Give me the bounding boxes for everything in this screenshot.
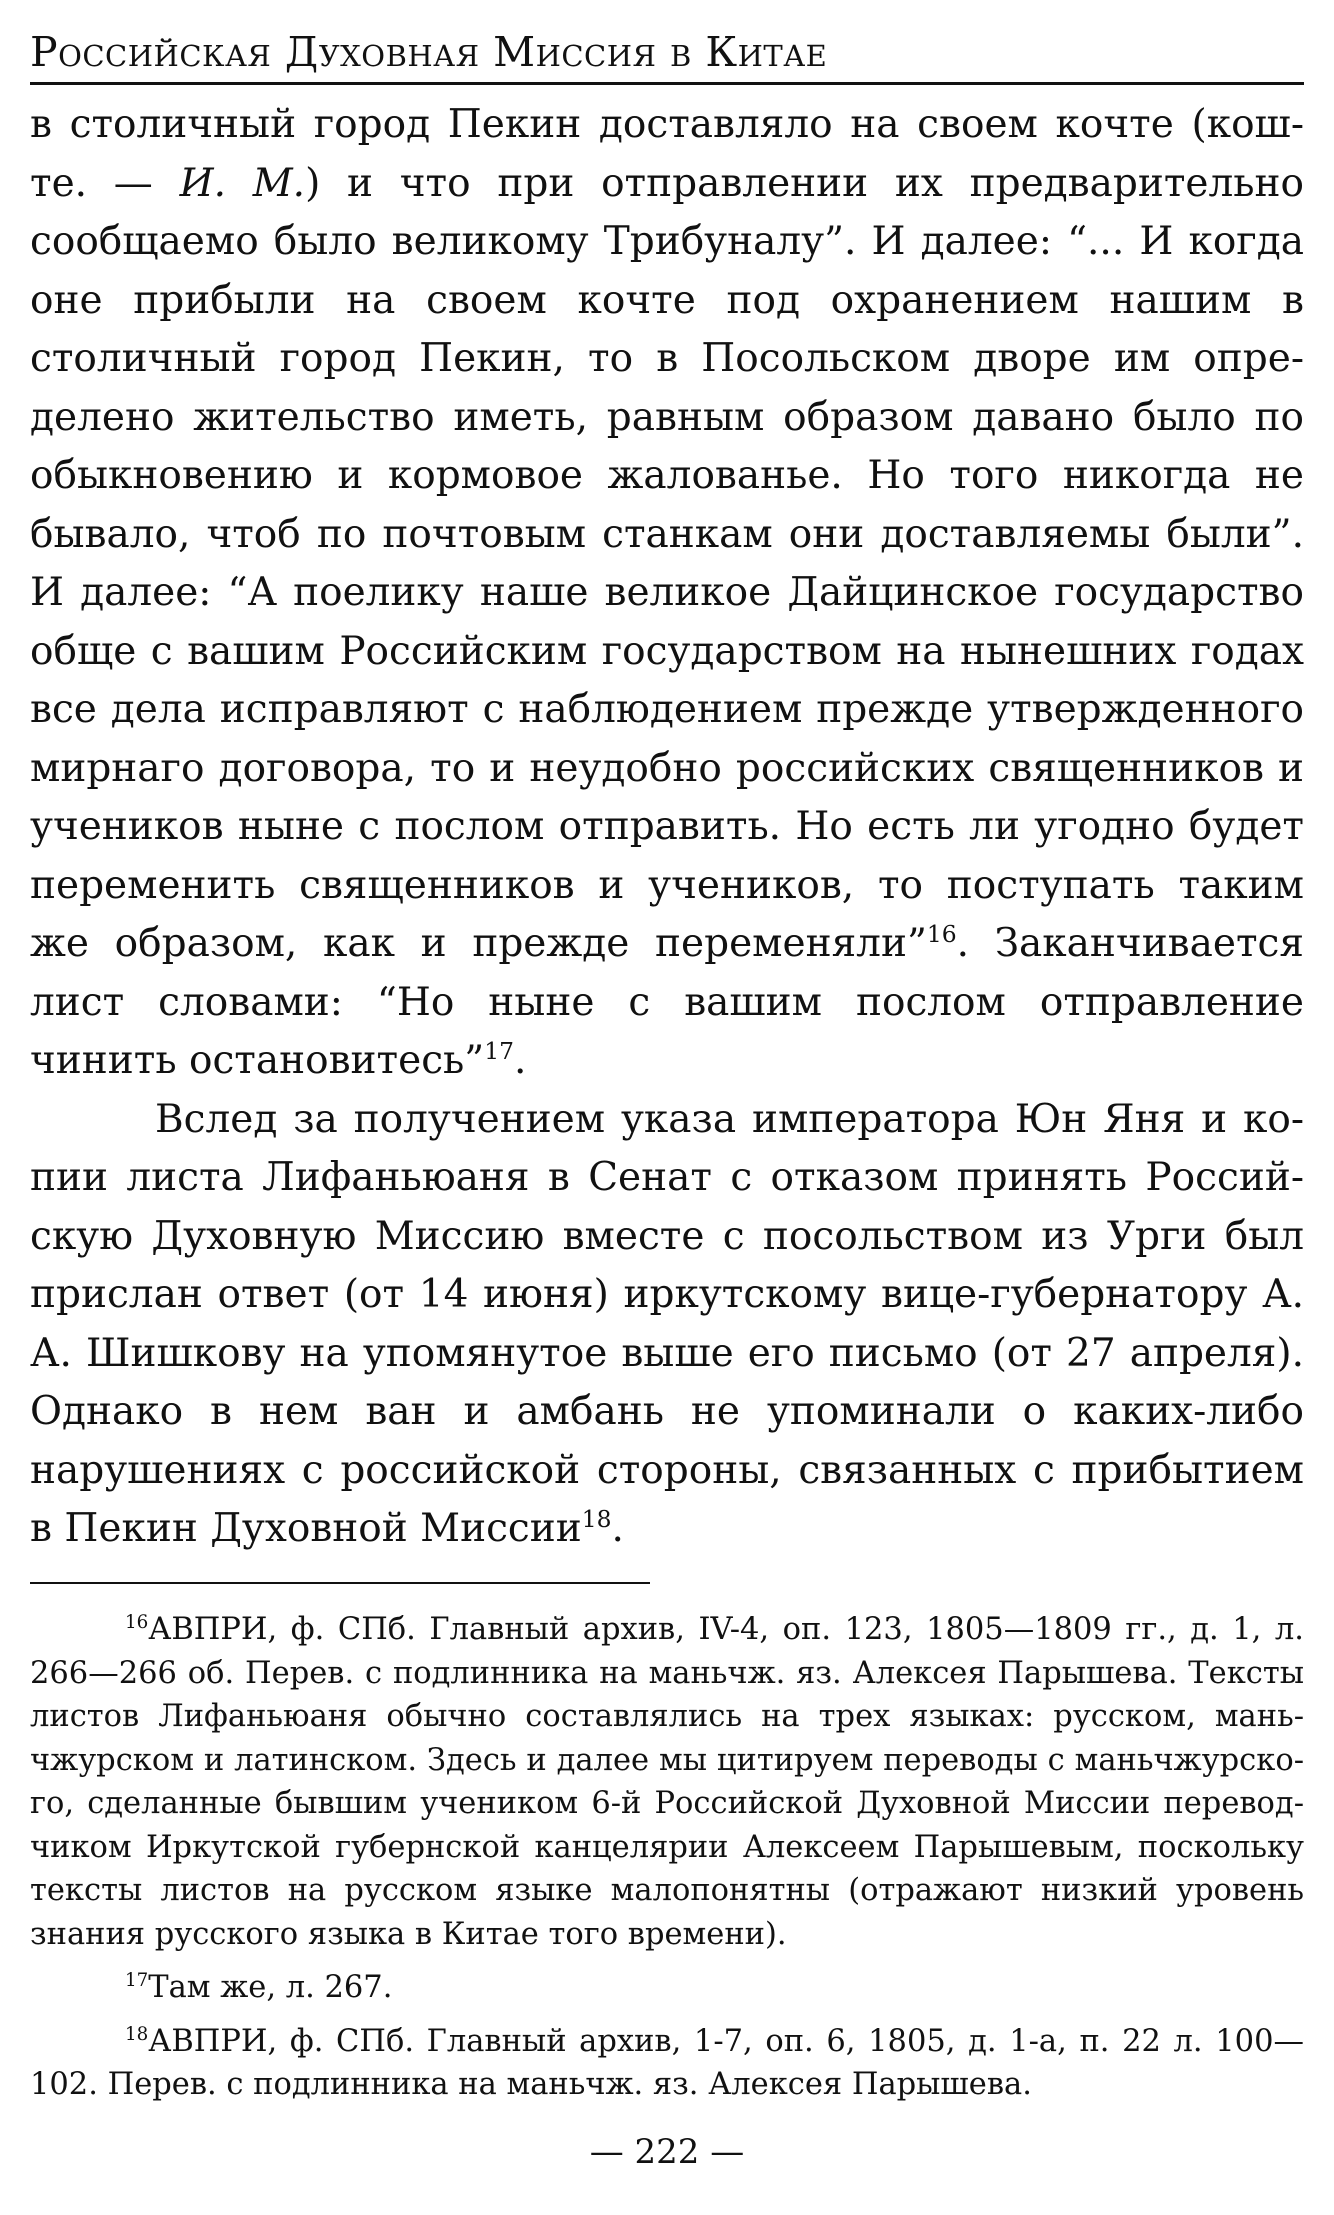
- running-head: [30, 24, 1304, 80]
- book-page: [30, 0, 1304, 2215]
- paragraph-2: [30, 1091, 1304, 1559]
- footnote-17: [30, 1966, 1304, 2010]
- paragraph-2-part-a: Вслед за получением указа императора Юн Яня и копии листа Лифаньюаня в Сенат с отказом принять Российскую Духовную Миссию вместе с посольством из Урги был прислан ответ (от 14 июня) иркутскому вице-губернатору А. А. Шишкову на упомянутое выше его письмо (от 27 апреля). Однако в нем ван и амбань не упоминали о каких-либо нарушениях с российской стороны, связанных с прибытием в Пекин Духовной Миссии: [30, 1096, 1304, 1551]
- footnotes: [30, 1608, 1304, 2107]
- footnote-text: Там же, л. 267.: [148, 1970, 393, 2005]
- footnote-number: 16: [125, 1611, 149, 1633]
- footnote-16: [30, 1608, 1304, 1956]
- paragraph-2-part-b: .: [611, 1506, 624, 1551]
- footnote-18: [30, 2020, 1304, 2107]
- header-rule: [30, 82, 1304, 85]
- paragraph-1-part-d: .: [513, 1038, 527, 1083]
- footnote-text: АВПРИ, ф. СПб. Главный архив, 1-7, оп. 6, 1805, д. 1-а, п. 22 л. 100—102. Перев. с подлинника на маньчж. яз. Алексея Парышева.: [30, 2023, 1304, 2102]
- footnote-text: АВПРИ, ф. СПб. Главный архив, IV-4, оп. 123, 1805—1809 гг., д. 1, л. 266—266 об. Перев. с подлинника на маньчж. яз. Алексея Парышева. Тексты листов Лифаньюаня обычно составлялись на трех языках: русском, маньчжурском и латинском. Здесь и далее мы цитируем переводы с маньчжурского, сделанные бывшим учеником 6-й Российской Духовной Миссии переводчиком Иркутской губернской канцелярии Алексеем Парышевым, поскольку тексты листов на русском языке малопонятны (отражают низкий уровень знания русского языка в Китае того времени).: [30, 1612, 1304, 1952]
- footnote-ref-18[interactable]: 18: [581, 1505, 612, 1533]
- main-text: [30, 96, 1304, 1559]
- footnote-ref-17[interactable]: 17: [484, 1037, 514, 1065]
- running-head-text: Российская Духовная Миссия в Китае: [30, 28, 828, 76]
- paragraph-1-part-a: в столичный город Пекин доставляло на своем кочте (коште. —: [30, 102, 1304, 206]
- paragraph-1-part-c: . Заканчивается лист словами: “Но ныне с вашим послом отправление чинить остановитесь”: [30, 921, 1304, 1083]
- footnote-number: 17: [125, 1969, 149, 1991]
- paragraph-1-part-b: ) и что при отправлении их предварительно сообщаемо было великому Трибуналу”. И далее: “... И когда оне прибыли на своем кочте под охранением нашим в столичный город Пекин, то в Посольском дворе им определено жительство иметь, равным образом давано было по обыкновению и кормовое жалованье. Но того никогда не бывало, чтоб по почтовым станкам они доставляемы были”. И далее: “А поелику наше великое Дайцинское государство обще с вашим Российским государством на нынешних годах все дела исправляют с наблюдением прежде утвержденного мирнаго договора, то и неудобно российских священников и учеников ныне с послом отправить. Но есть ли угодно будет переменить священников и учеников, то поступать таким же образом, как и прежде переменяли”: [30, 160, 1304, 966]
- footnote-number: 18: [125, 2023, 149, 2045]
- author-initials-italic: И. М.: [179, 160, 306, 206]
- paragraph-1: [30, 96, 1304, 1091]
- footnote-separator: [30, 1582, 650, 1584]
- footnote-ref-16[interactable]: 16: [926, 920, 957, 948]
- page-number: — 222 —: [589, 2132, 745, 2172]
